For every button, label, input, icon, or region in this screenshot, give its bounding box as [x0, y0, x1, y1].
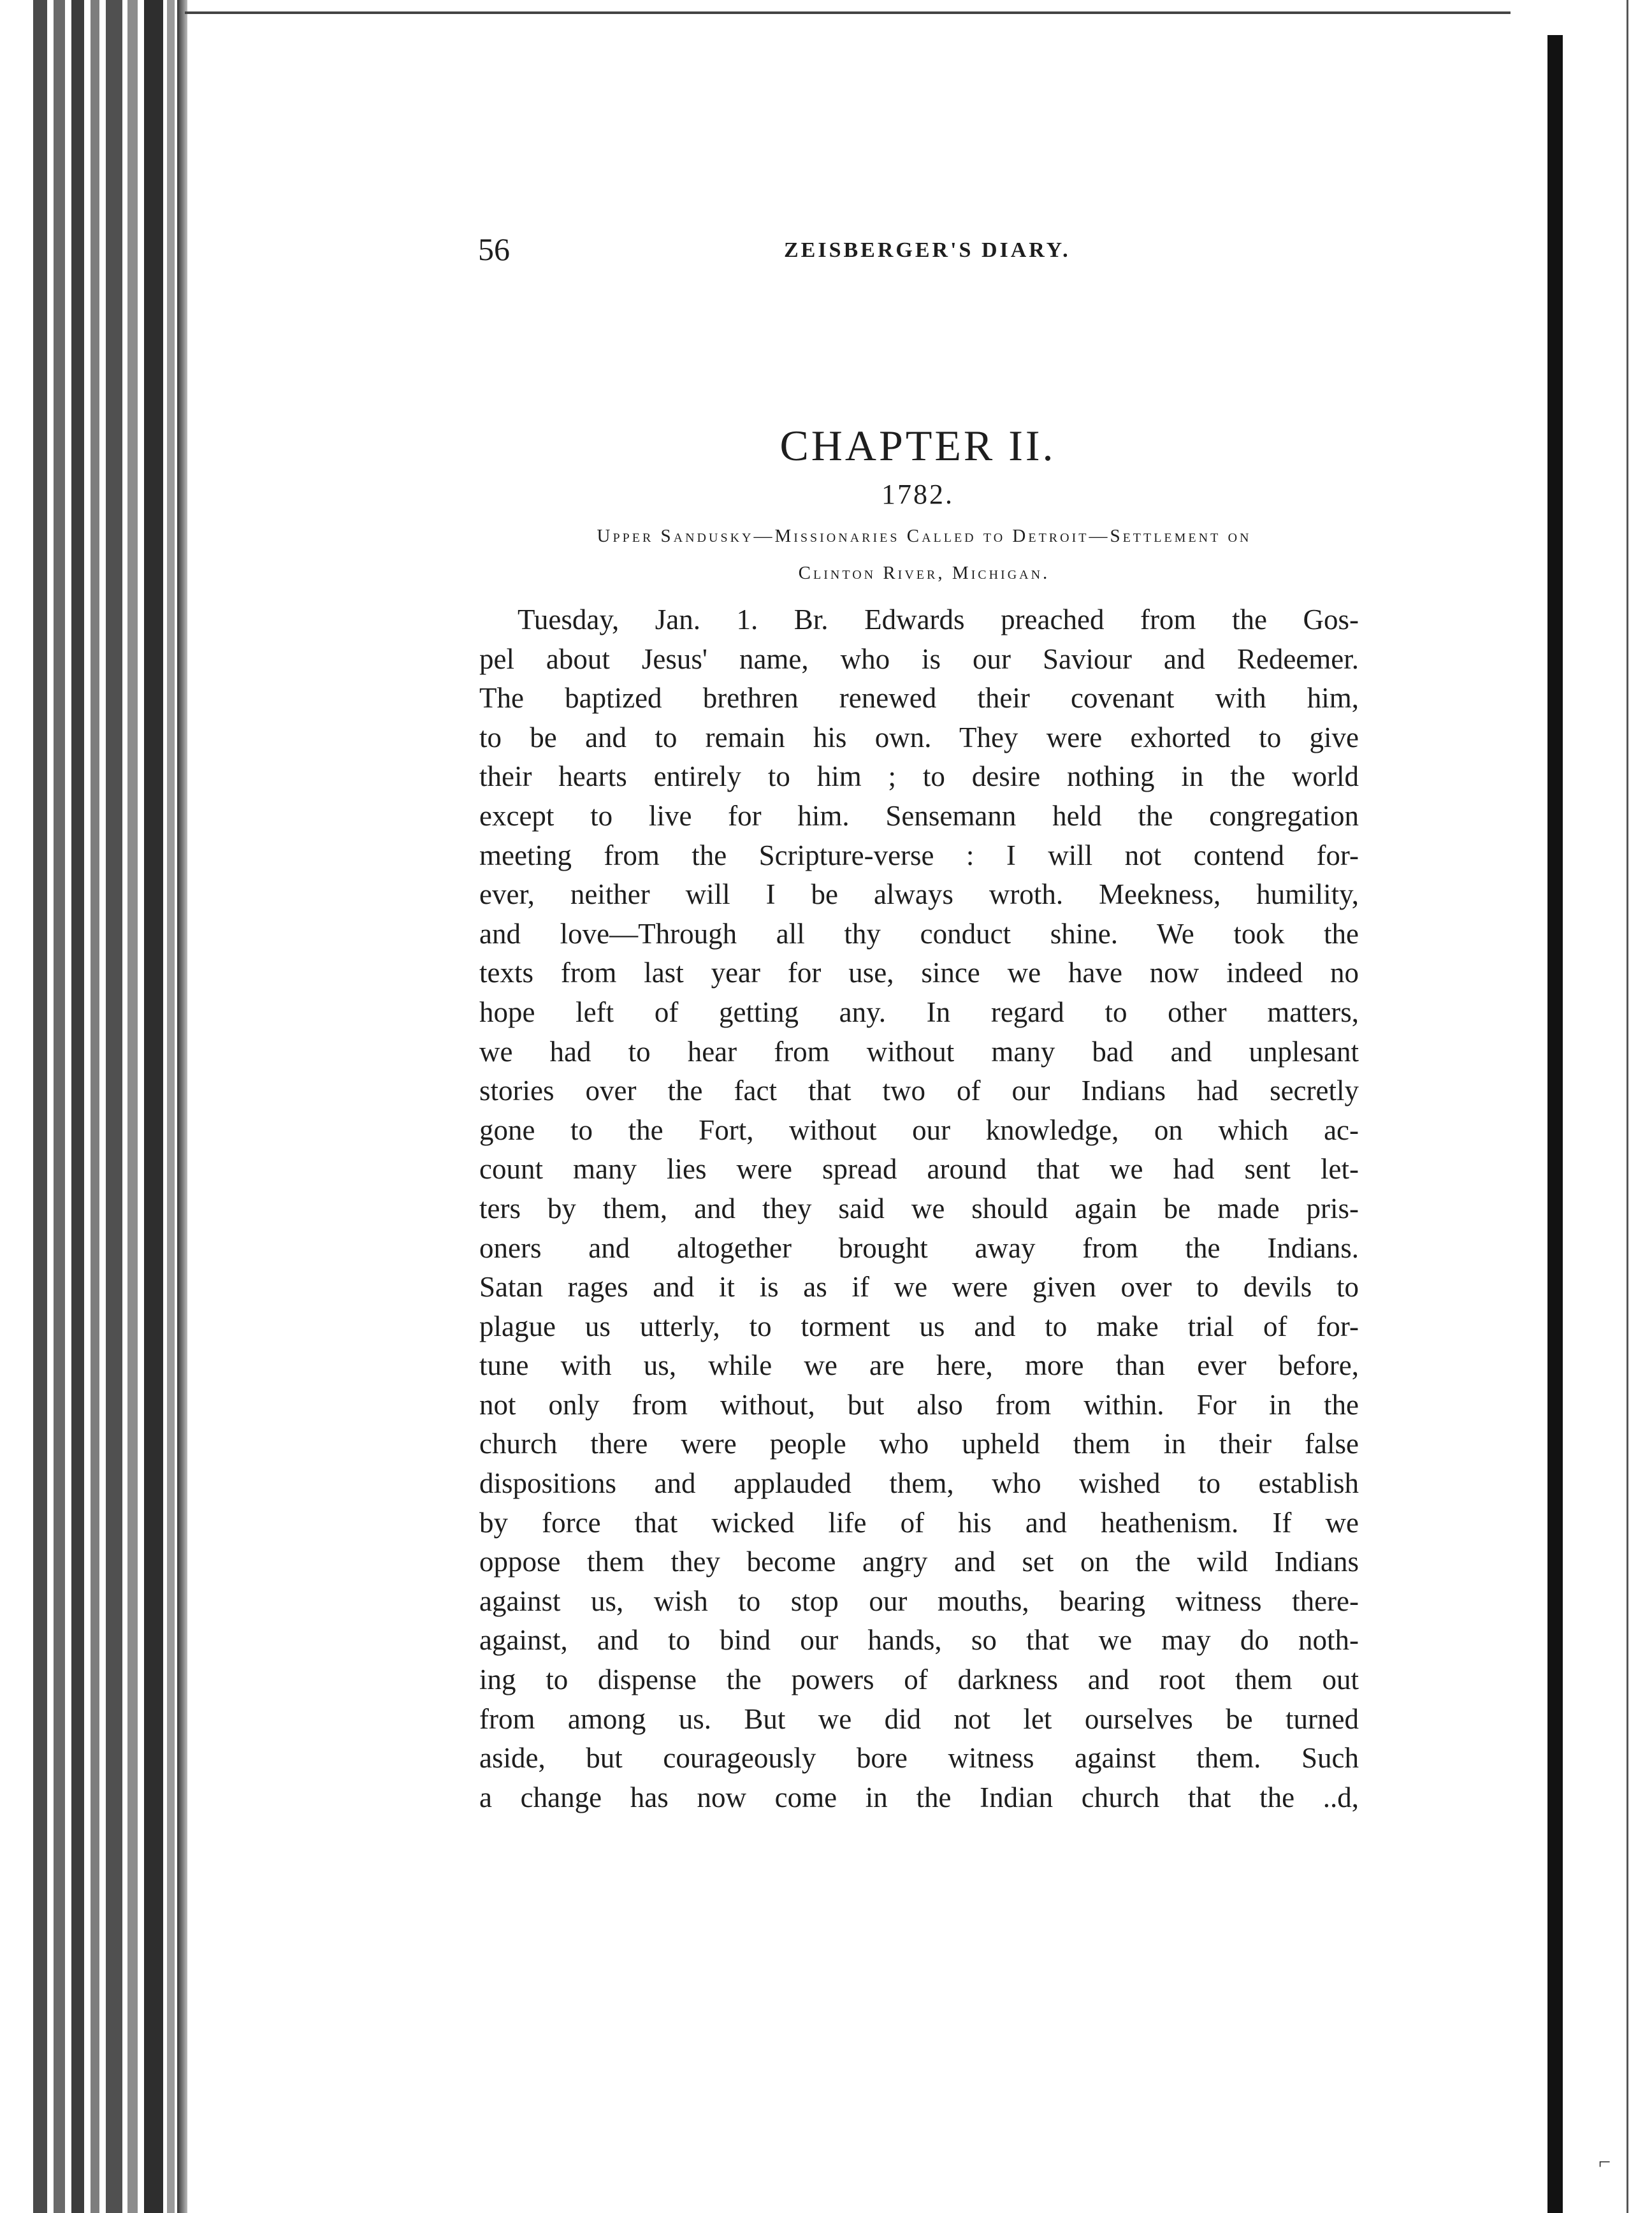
body-line: against, and to bind our hands, so that we may do noth-: [479, 1624, 1359, 1657]
book-edge-stripe: [54, 0, 65, 2213]
body-line: their hearts entirely to him ; to desire nothing in the world: [479, 760, 1359, 793]
body-line: church there were people who upheld them in their false: [479, 1428, 1359, 1460]
book-edge-stripe: [33, 0, 47, 2213]
body-line: to be and to remain his own. They were exhorted to give: [479, 721, 1359, 753]
right-border-line: [1627, 0, 1628, 2213]
body-line: meeting from the Scripture-verse : I will not contend for-: [479, 839, 1359, 871]
book-edge-stripe: [144, 0, 163, 2213]
body-line: count many lies were spread around that we had sent let-: [479, 1153, 1359, 1186]
body-line: we had to hear from without many bad and unplesant: [479, 1035, 1359, 1068]
body-line: pel about Jesus' name, who is our Saviour and Redeemer.: [479, 642, 1359, 675]
scan-corner-mark: ⌐: [1598, 2151, 1611, 2174]
body-line: except to live for him. Sensemann held the congregation: [479, 799, 1359, 832]
book-edge-stripe: [127, 0, 138, 2213]
chapter-subtitle-line: Clinton River, Michigan.: [798, 563, 1050, 583]
body-line: texts from last year for use, since we have now indeed no: [479, 957, 1359, 989]
body-line: dispositions and applauded them, who wished to establish: [479, 1467, 1359, 1500]
body-line: tune with us, while we are here, more than ever before,: [479, 1349, 1359, 1382]
body-line: plague us utterly, to torment us and to make trial of for-: [479, 1310, 1359, 1342]
body-line: Satan rages and it is as if we were given over to devils to: [479, 1271, 1359, 1303]
chapter-subtitle-line: Upper Sandusky—Missionaries Called to Detroit—Settlement on: [597, 526, 1252, 546]
chapter-title: CHAPTER II.: [779, 421, 1056, 470]
body-line: The baptized brethren renewed their covenant with him,: [479, 682, 1359, 715]
body-line: oppose them they become angry and set on the wild Indians: [479, 1546, 1359, 1578]
body-line: from among us. But we did not let ourselves be turned: [479, 1702, 1359, 1735]
body-line: not only from without, but also from within. For in the: [479, 1388, 1359, 1421]
body-line: ters by them, and they said we should again be made pris-: [479, 1192, 1359, 1224]
page-top-edge: [185, 11, 1511, 14]
body-line: gone to the Fort, without our knowledge, on which ac-: [479, 1114, 1359, 1146]
body-line: and love—Through all thy conduct shine. We took the: [479, 917, 1359, 950]
body-line: stories over the fact that two of our Indians had secretly: [479, 1075, 1359, 1107]
book-edge-stripe: [71, 0, 84, 2213]
chapter-subtitle: [504, 518, 1345, 591]
body-line: a change has now come in the Indian church that the ..d,: [479, 1781, 1359, 1813]
body-line: aside, but courageously bore witness against them. Such: [479, 1742, 1359, 1774]
chapter-year: 1782.: [881, 479, 954, 510]
running-head-title: ZEISBERGER'S DIARY.: [784, 238, 1071, 262]
running-head: [478, 231, 1358, 269]
page-gutter-shadow: [177, 0, 187, 2213]
right-page-edge: [1547, 35, 1563, 2213]
book-edge-stripe: [167, 0, 175, 2213]
body-line: Tuesday, Jan. 1. Br. Edwards preached from the Gos-: [518, 604, 1359, 635]
body-text: [479, 600, 1359, 1817]
page-number: 56: [478, 231, 510, 267]
body-line: hope left of getting any. In regard to other matters,: [479, 996, 1359, 1028]
body-line: ever, neither will I be always wroth. Meekness, humility,: [479, 878, 1359, 911]
body-line: ing to dispense the powers of darkness and root them out: [479, 1664, 1359, 1696]
book-edge-stripe: [91, 0, 99, 2213]
body-line: by force that wicked life of his and heathenism. If we: [479, 1506, 1359, 1539]
book-edge-stripe: [106, 0, 122, 2213]
body-line: against us, wish to stop our mouths, bearing witness there-: [479, 1585, 1359, 1617]
body-line: oners and altogether brought away from the Indians.: [479, 1231, 1359, 1264]
